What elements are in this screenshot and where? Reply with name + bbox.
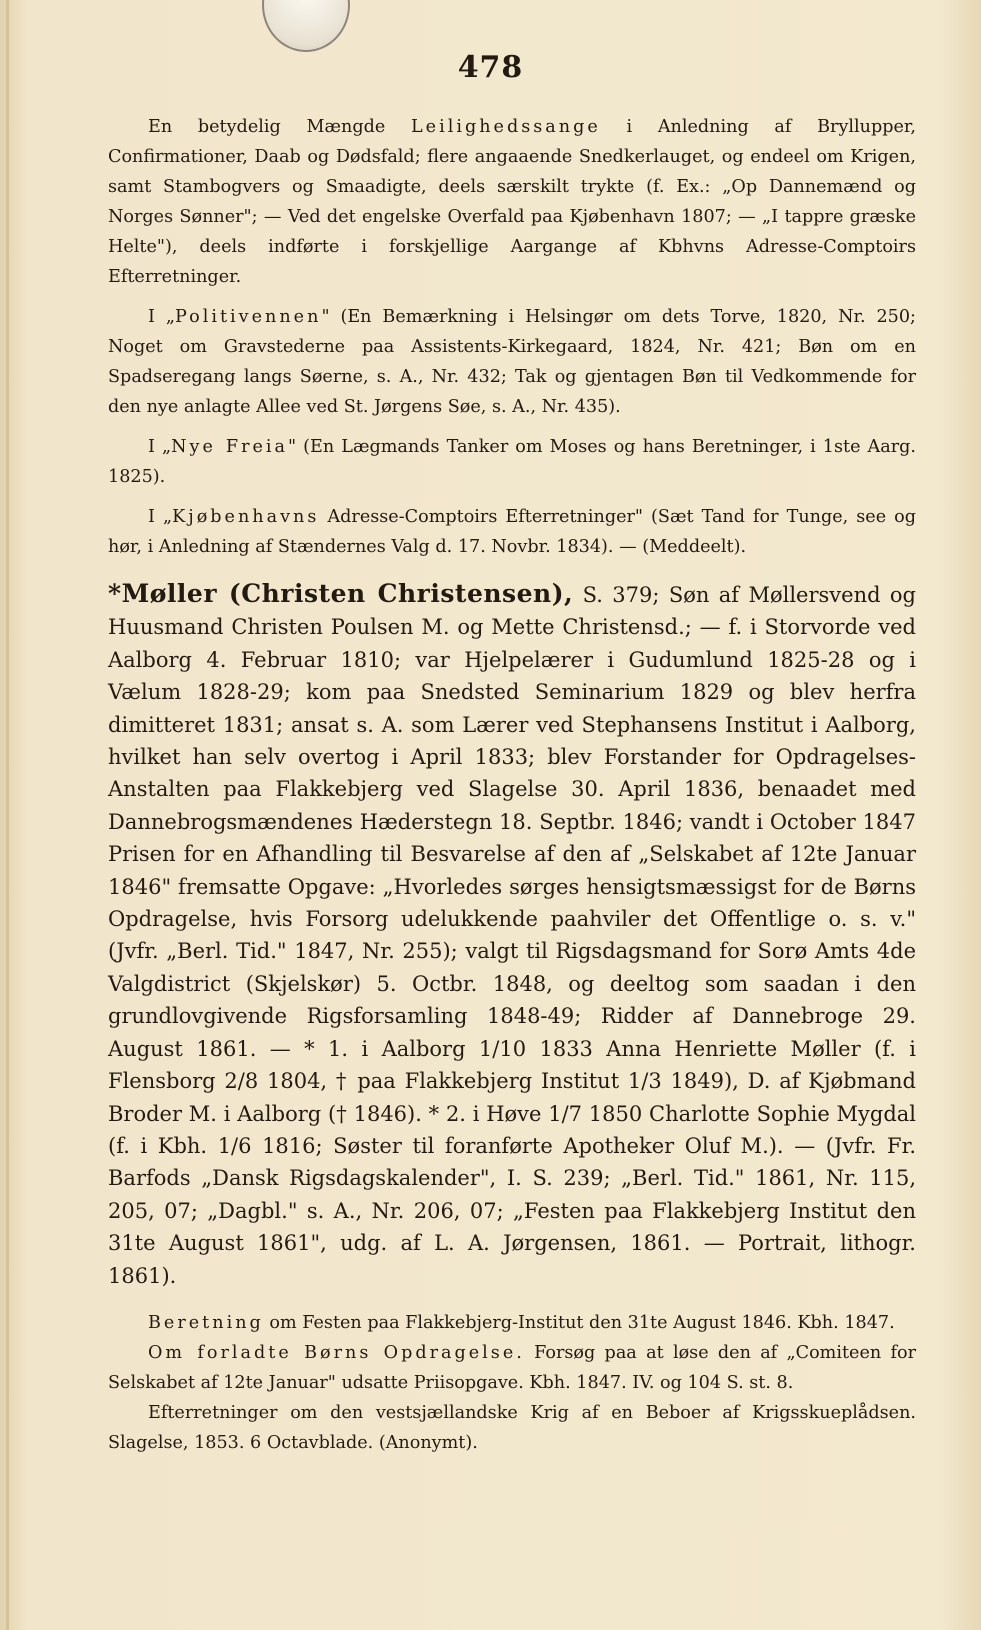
entry-body: S. 379; Søn af Møllersvend og Huusmand Christen Poulsen M. og Mette Christensd.; — f. i Storvorde ved Aalborg 4. Februar 1810; var Hjelpelærer i Gudumlund 1825-28 og i Vælum 1828-29; kom paa Snedsted Seminarium 1829 og blev herfra dimitteret 1831; ansat s. A. som Lærer ved Stephansens Institut i Aalborg, hvilket han selv overtog i April 1833; blev Forstander for Opdragelses-Anstalten paa Flakkebjerg ved Slagelse 30. April 1836, benaadet med Dannebrogsmændenes Hæderstegn 18. Septbr. 1846; vandt i October 1847 Prisen for en Afhandling til Besvarelse af den af „Selskabet af 12te Januar 1846" fremsatte Opgave: „Hvorledes sørges hensigtsmæssigst for de Børns Opdragelse, hvis Forsorg udelukkende paahviler det Offentlige o. s. v." (Jvfr. „Berl. Tid." 1847, Nr. 255); valgt til Rigsdagsmand for Sorø Amts 4de Valgdistrict (Skjelskør) 5. Octbr. 1848, og deeltog som saadan i den grundlovgivende Rigsforsamling 1848-49; Ridder af Dannebroge 29. August 1861. — * 1. i Aalborg 1/10 1833 Anna Henriette Møller (f. i Flensborg 2/8 1804, † paa Flakkebjerg Institut 1/3 1849), D. af Kjøbmand Broder M. i Aalborg († 1846). * 2. i Høve 1/7 1850 Charlotte Sophie Mygdal (f. i Kbh. 1/6 1816; Søster til foranførte Apotheker Oluf M.). — (Jvfr. Fr. Barfods „Dansk Rigsdagskalender", I. S. 239; „Berl. Tid." 1861, Nr. 115, 205, 07; „Dagbl." s. A., Nr. 206, 07; „Festen paa Flakkebjerg Institut den 31te August 1861", udg. af L. A. Jørgensen, 1861. — Portrait, lithogr. 1861). bbox=[108, 583, 917, 1288]
spaced-term: Kjøbenhavns bbox=[172, 507, 320, 527]
spaced-term: Leilighedssange bbox=[410, 117, 601, 137]
biography-entry bbox=[108, 578, 916, 1292]
paragraph-leilighedssange: En betydelig Mængde Leilighedssange i Anledning af Bryllupper, Confirmationer, Daab og Dødsfald; flere angaaende Snedkerlauget, og endeel om Krigen, samt Stambogvers og Smaadigte, deels særskilt trykte (f. Ex.: „Op Dannemænd og Norges Sønner"; — Ved det engelske Overfald paa Kjøbenhavn 1807; — „I tappre græske Helte"), deels indførte i forskjellige Aargange af Kbhvns Adresse-Comptoirs Efterretninger. bbox=[108, 117, 916, 287]
work-efterretninger: Efterretninger om den vestsjællandske Krig af en Beboer af Krigsskueplådsen. Slagelse, 1853. 6 Octavblade. (Anonymt). bbox=[108, 1402, 916, 1453]
paragraph-politivennen: I „Politivennen" (En Bemærkning i Helsingør om dets Torve, 1820, Nr. 250; Noget om Gravstederne paa Assistents-Kirkegaard, 1824, Nr. 421; Bøn om en Spadseregang langs Søerne, s. A., Nr. 432; Tak og gjentagen Bøn til Vedkommende for den nye anlagte Allee ved St. Jørgens Søe, s. A., Nr. 435). bbox=[108, 307, 916, 417]
page-number: 478 bbox=[457, 50, 524, 85]
binding-hole bbox=[262, 0, 350, 52]
spaced-term: Nye Freia bbox=[171, 437, 289, 457]
page-spine-edge bbox=[6, 0, 9, 1630]
spaced-term: Politivennen bbox=[175, 307, 322, 327]
paragraph-nye-freia: I „Nye Freia" (En Lægmands Tanker om Moses og hans Beretninger, i 1ste Aarg. 1825). bbox=[108, 437, 916, 487]
work-opdragelse: Om forladte Børns Opdragelse. Forsøg paa at løse den af „Comiteen for Selskabet af 12te Januar" udsatte Priisopgave. Kbh. 1847. IV. og 104 S. st. 8. bbox=[108, 1342, 917, 1393]
paragraph-adresse-comptoir: I „Kjøbenhavns Adresse-Comptoirs Efterretninger" (Sæt Tand for Tunge, see og hør, i Anledning af Stændernes Valg d. 17. Novbr. 1834). — (Meddeelt). bbox=[108, 507, 916, 557]
page-content bbox=[108, 112, 916, 1458]
entry-name: *Møller (Christen Christensen), bbox=[108, 579, 574, 608]
work-beretning: Beretning om Festen paa Flakkebjerg-Institut den 31te August 1846. Kbh. 1847. bbox=[148, 1312, 895, 1333]
